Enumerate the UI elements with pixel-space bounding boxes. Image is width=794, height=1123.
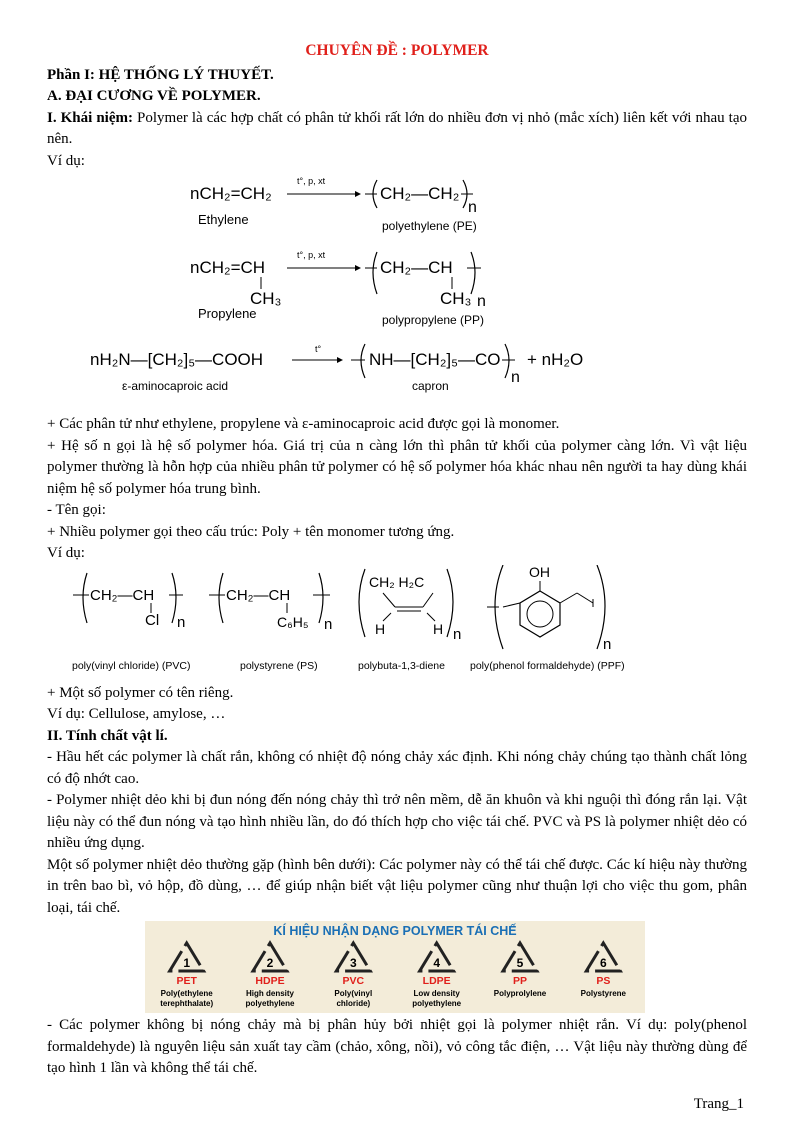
r2-sub: CH₃ — [250, 289, 282, 308]
physical-property-1: - Hầu hết các polymer là chất rắn, không có nhiệt độ nóng chảy xác định. Khi nóng chảy chúng tạo thành chất lỏng có độ nhớt cao. — [47, 749, 747, 787]
r1-right: CH₂—CH₂ — [380, 184, 460, 203]
physical-property-3: Một số polymer nhiệt dẻo thường gặp (hình bên dưới): Các polymer này có thể tái chế được. Các kí hiệu này thường in trên bao bì, vỏ hộp, đồ dùng, … để giúp nhận biết vật liệu polymer cũng như thuận lợi cho việc thu gom, phân loại, tái chế. — [47, 856, 747, 916]
degree-paragraph: + Hệ số n gọi là hệ số polymer hóa. Giá trị của n càng lớn thì phân tử khối của polymer càng lớn. Vì vật liệu polymer thường là hỗn hợp của nhiều phân tử polymer có hệ số polymer hóa khác nhau nên người ta hay dùng khái niệm hệ số polymer hóa trung bình. — [47, 437, 747, 497]
r3-name-left: ε-aminocaproic acid — [122, 379, 229, 393]
pb-n: n — [453, 625, 462, 643]
recycle-description: Low density — [413, 989, 460, 998]
recycle-description: terephthalate) — [160, 999, 214, 1008]
recycle-number: 5 — [516, 956, 524, 970]
section-a-heading: A. ĐẠI CƯƠNG VỀ POLYMER. — [47, 88, 261, 104]
ps-name: polystyrene (PS) — [240, 659, 318, 672]
recycle-description: Polyprolylene — [493, 989, 547, 998]
recycle-number: 1 — [183, 956, 191, 970]
pvc-name: poly(vinyl chloride) (PVC) — [72, 659, 191, 672]
monomer-paragraph: + Các phân tử như ethylene, propylene và ε-aminocaproic acid được gọi là monomer. — [47, 416, 560, 432]
pb-h1: H — [375, 620, 386, 637]
recycle-code: LDPE — [422, 975, 451, 987]
document-title: CHUYÊN ĐỀ : POLYMER — [305, 42, 489, 59]
ppf-oh: OH — [529, 564, 550, 580]
pb-name: polybuta-1,3-diene — [358, 659, 445, 672]
recycle-description: Poly(ethylene — [160, 989, 213, 998]
recycle-code: PP — [512, 975, 528, 987]
naming-heading: - Tên gọi: — [47, 502, 106, 518]
recycle-description: Polystyrene — [580, 989, 627, 998]
physical-property-2: - Polymer nhiệt dẻo khi bị đun nóng đến nóng chảy thì trở nên mềm, dễ ăn khuôn và khi nguội thì đóng rắn lại. Vật liệu này có thể đun nóng và tạo hình nhiều lần, do đó thích hợp cho việc tái chế. PVC và PS là polymer nhiệt dẻo có nhiều ứng dụng. — [47, 792, 747, 851]
r1-name-right: polyethylene (PE) — [382, 219, 477, 233]
recycle-description: polyethylene — [245, 999, 295, 1008]
r2-left: nCH₂=CH — [190, 258, 266, 277]
recycle-description: High density — [245, 989, 295, 998]
r1-cond: t°, p, xt — [297, 176, 326, 186]
section-2-heading: II. Tính chất vật lí. — [47, 727, 168, 744]
naming-rule: + Nhiều polymer gọi theo cấu trúc: Poly + tên monomer tương ứng. — [47, 523, 455, 540]
r2-name-left: Propylene — [198, 306, 257, 321]
concept-paragraph — [47, 108, 747, 151]
pvc-n: n — [177, 613, 186, 631]
polymerization-reactions — [47, 172, 747, 414]
part-heading: Phần I: HỆ THỐNG LÝ THUYẾT. — [47, 66, 274, 83]
r3-extra: + nH₂O — [527, 350, 584, 369]
example-label-2: Ví dụ: — [47, 545, 85, 561]
recycling-codes-figure — [145, 921, 645, 1013]
r3-right: NH—[CH₂]₅—CO — [369, 350, 501, 369]
pb-structure: CH₂ H₂C — [369, 573, 425, 590]
recycling-header: KÍ HIỆU NHẬN DẠNG POLYMER TÁI CHẾ — [273, 924, 517, 938]
r3-name-right: capron — [412, 379, 449, 393]
special-names: + Một số polymer có tên riêng. — [47, 684, 234, 701]
r1-left: nCH₂=CH₂ — [190, 184, 272, 203]
r2-cond: t°, p, xt — [297, 250, 326, 260]
pvc-structure: CH₂—CH — [90, 586, 155, 604]
ppf-n: n — [603, 635, 612, 653]
ppf-name: poly(phenol formaldehyde) (PPF) — [470, 659, 625, 672]
r1-name-left: Ethylene — [198, 212, 249, 227]
r2-right: CH₂—CH — [380, 258, 453, 277]
physical-property-4: - Các polymer không bị nóng chảy mà bị phân hủy bởi nhiệt gọi là polymer nhiệt rắn. Ví dụ: poly(phenol formaldehyde) là nguyên liệu sản xuất tay cầm (chảo, xông, nồi), vỏ công tắc điện, … Vật liệu này thường dùng để tạo hình 1 lần và không thể tái chế. — [47, 1017, 747, 1076]
page-number: Trang_1 — [693, 1096, 744, 1112]
recycle-description: Poly(vinyl — [334, 989, 373, 998]
recycle-number: 2 — [266, 956, 274, 970]
r2-n: n — [477, 293, 486, 310]
r2-name-right: polypropylene (PP) — [382, 313, 485, 327]
recycling-codes-graphic — [145, 921, 645, 1013]
ps-sub: C₆H₅ — [277, 613, 309, 630]
r2-right-sub: CH₃ — [440, 289, 472, 308]
polymer-structures — [47, 565, 747, 683]
recycle-description: polyethylene — [412, 999, 462, 1008]
pb-h2: H — [433, 620, 444, 637]
recycle-number: 3 — [349, 956, 357, 970]
concept-label: I. Khái niệm: — [47, 109, 133, 126]
recycle-number: 6 — [599, 956, 607, 970]
r3-left: nH₂N—[CH₂]₅—COOH — [90, 350, 264, 369]
r3-cond: t° — [315, 344, 322, 354]
example-label: Ví dụ: — [47, 152, 85, 169]
recycle-number: 4 — [433, 956, 441, 970]
special-example: Ví dụ: Cellulose, amylose, … — [47, 706, 226, 722]
pvc-sub: Cl — [145, 611, 160, 629]
recycle-code: PVC — [342, 975, 365, 987]
recycle-code: PET — [176, 975, 197, 987]
recycle-code: PS — [596, 975, 611, 987]
r1-n: n — [468, 199, 477, 216]
ps-structure: CH₂—CH — [226, 586, 291, 604]
concept-text: Polymer là các hợp chất có phân tử khối rất lớn do nhiều đơn vị nhỏ (mắc xích) liên kết với nhau tạo nên. — [47, 109, 747, 147]
recycle-description: chloride) — [336, 999, 371, 1008]
ps-n: n — [324, 615, 333, 633]
r3-n: n — [511, 369, 520, 386]
recycle-code: HDPE — [255, 975, 285, 987]
